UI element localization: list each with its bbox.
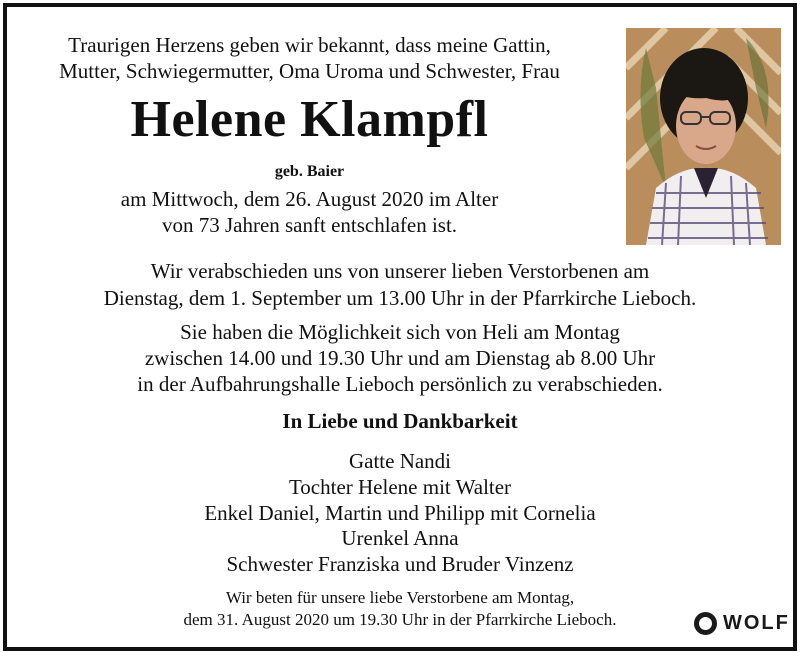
ring-icon [694,612,717,635]
maiden-name: geb. Baier [274,163,345,180]
prayer-line-1: Wir beten für unsere liebe Verstorbene am Montag, [225,588,575,607]
viewing-line-2: zwischen 14.00 und 19.30 Uhr und am Dienstag ab 8.00 Uhr [144,346,656,370]
family-member: Schwester Franziska und Bruder Vinzenz [226,552,574,576]
death-line-1: am Mittwoch, dem 26. August 2020 im Alter [120,187,499,211]
funeral-line-2: Dienstag, dem 1. September um 13.00 Uhr in der Pfarrkirche Lieboch. [103,286,697,310]
prayer-line-2: dem 31. August 2020 um 19.30 Uhr in der Pfarrkirche Lieboch. [183,610,617,629]
viewing-line-3: in der Aufbahrungshalle Lieboch persönlich zu verabschieden. [137,372,663,396]
family-member: Urenkel Anna [341,526,459,550]
family-member: Tochter Helene mit Walter [288,475,512,499]
portrait-photo [626,28,781,245]
deceased-name: Helene Klampfl [130,91,489,148]
intro-line-2: Mutter, Schwiegermutter, Oma Uroma und Schwester, Frau [59,59,560,83]
closing-phrase: In Liebe und Dankbarkeit [282,409,518,433]
family-member: Gatte Nandi [348,449,452,473]
family-member: Enkel Daniel, Martin und Philipp mit Cornelia [204,501,596,525]
viewing-line-1: Sie haben die Möglichkeit sich von Heli am Montag [180,320,620,344]
death-line-2: von 73 Jahren sanft entschlafen ist. [161,213,458,237]
funeral-line-1: Wir verabschieden uns von unserer lieben Verstorbenen am [150,259,650,283]
intro-line-1: Traurigen Herzens geben wir bekannt, dass meine Gattin, [68,33,551,57]
logo-text: WOLF [723,612,790,634]
wolf-logo [694,612,790,635]
